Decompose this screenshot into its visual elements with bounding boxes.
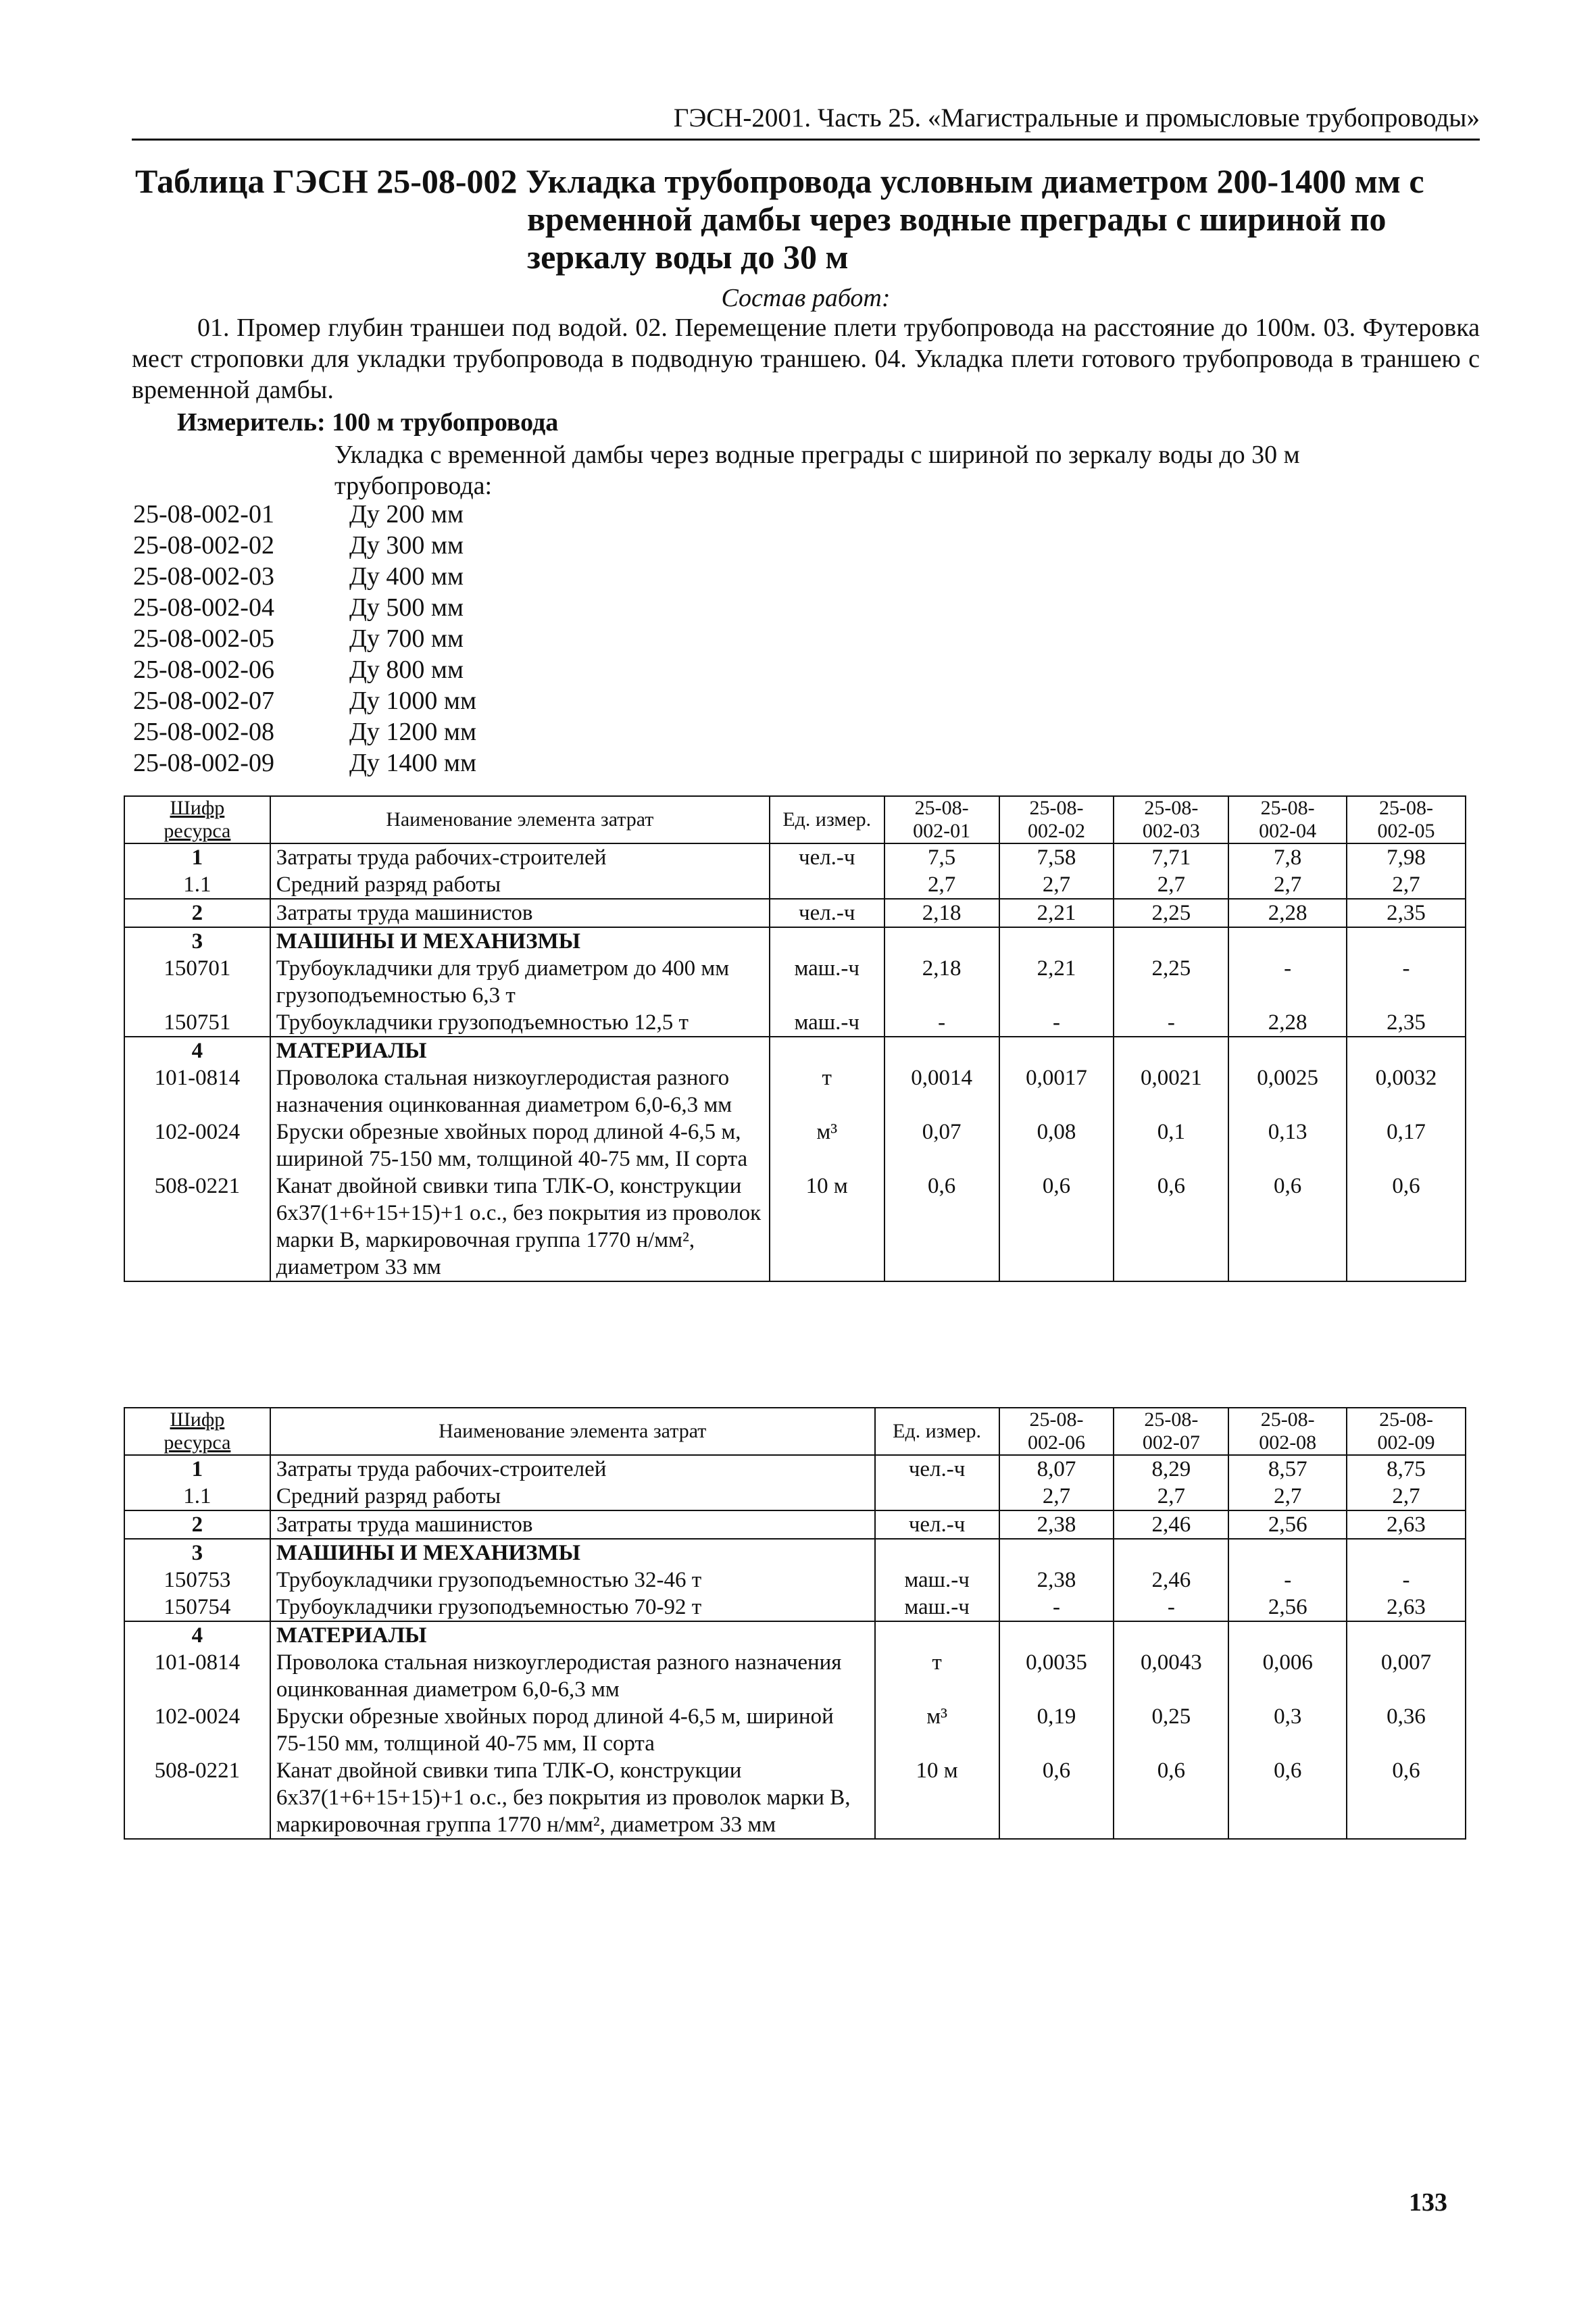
- code-list-item: [133, 592, 741, 623]
- codes-intro: Укладка с временной дамбы через водные преграды с шириной по зеркалу воды до 30 м трубопровода:: [334, 441, 1300, 500]
- resource-code: 508-0221: [124, 1173, 270, 1281]
- resource-value: 0,0014: [884, 1064, 999, 1118]
- header-norm-code-line-1: 25-08-: [1144, 1408, 1199, 1431]
- resource-value: 8,29: [1114, 1455, 1228, 1483]
- resource-value: 0,0017: [999, 1064, 1114, 1118]
- resource-code: 150701: [124, 955, 270, 1009]
- header-norm-code-line-1: 25-08-: [1379, 1408, 1434, 1431]
- header-norm-code-line-1: 25-08-: [1029, 1408, 1084, 1431]
- resource-code: 508-0221: [124, 1757, 270, 1839]
- resource-value: 2,21: [999, 955, 1114, 1009]
- header-norm-code-line-1: 25-08-: [1379, 797, 1434, 819]
- header-norm-code-line-2: 002-03: [1142, 820, 1200, 842]
- header-unit: Ед. измер.: [770, 796, 884, 843]
- resource-name: Затраты труда машинистов: [270, 1510, 875, 1539]
- header-norm-code-line-2: 002-02: [1027, 820, 1085, 842]
- resource-value: 0,0032: [1347, 1064, 1466, 1118]
- header-norm-code-line-2: 002-09: [1377, 1431, 1435, 1454]
- table-row: [124, 1455, 1466, 1483]
- header-name: Наименование элемента затрат: [270, 796, 770, 843]
- header-norm-code: [1114, 796, 1228, 843]
- resource-unit: маш.-ч: [875, 1594, 999, 1621]
- resource-value: 7,71: [1114, 843, 1228, 871]
- code-list-item: [133, 747, 741, 779]
- resource-value: 2,25: [1114, 955, 1228, 1009]
- table-row: [124, 1539, 1466, 1567]
- resource-name: Затраты труда рабочих-строителей: [270, 1455, 875, 1483]
- header-norm-code: [884, 796, 999, 843]
- resource-value: 0,0025: [1228, 1064, 1347, 1118]
- resource-value: [999, 1621, 1114, 1649]
- header-row: [124, 796, 1466, 843]
- table-title: [135, 162, 1480, 276]
- header-norm-code: [1114, 1408, 1228, 1455]
- resource-value: 2,56: [1228, 1594, 1347, 1621]
- resource-value: 8,57: [1228, 1455, 1347, 1483]
- resource-value: [1347, 1539, 1466, 1567]
- code-description: Ду 500 мм: [349, 593, 464, 622]
- header-norm-code-line-2: 002-07: [1142, 1431, 1200, 1454]
- resource-unit: чел.-ч: [770, 899, 884, 927]
- resource-value: [884, 927, 999, 955]
- header-name: Наименование элемента затрат: [270, 1408, 875, 1455]
- resource-value: [1347, 1037, 1466, 1064]
- table-row: [124, 1118, 1466, 1173]
- resource-unit: маш.-ч: [875, 1567, 999, 1594]
- header-row: [124, 1408, 1466, 1455]
- code-list-item: [133, 716, 741, 747]
- measure-unit: Измеритель: 100 м трубопровода: [177, 408, 559, 437]
- resource-name: Затраты труда рабочих-строителей: [270, 843, 770, 871]
- table-row: [124, 1173, 1466, 1281]
- resource-value: 2,21: [999, 899, 1114, 927]
- resource-value: 2,7: [1114, 1483, 1228, 1510]
- resource-value: 2,38: [999, 1567, 1114, 1594]
- resource-code: 3: [124, 1539, 270, 1567]
- resource-value: 0,006: [1228, 1649, 1347, 1703]
- resource-name: МАШИНЫ И МЕХАНИЗМЫ: [270, 1539, 875, 1567]
- resource-value: 7,5: [884, 843, 999, 871]
- resource-name: Трубоукладчики грузоподъемностью 70-92 т: [270, 1594, 875, 1621]
- code-number: 25-08-002-05: [133, 624, 274, 653]
- code-list-item: [133, 654, 741, 685]
- resource-code: 150754: [124, 1594, 270, 1621]
- resource-value: [999, 1539, 1114, 1567]
- resource-value: 0,17: [1347, 1118, 1466, 1173]
- header-norm-code: [999, 796, 1114, 843]
- resource-name: МАШИНЫ И МЕХАНИЗМЫ: [270, 927, 770, 955]
- code-list: [133, 499, 741, 779]
- code-description: Ду 200 мм: [349, 500, 464, 528]
- resource-value: [1114, 1037, 1228, 1064]
- resource-value: -: [999, 1594, 1114, 1621]
- table-row: [124, 927, 1466, 955]
- table-row: [124, 899, 1466, 927]
- resource-value: -: [1228, 1567, 1347, 1594]
- table-row: [124, 843, 1466, 871]
- resource-name: Бруски обрезные хвойных пород длиной 4-6,5 м, шириной 75-150 мм, толщиной 40-75 мм, II сорта: [270, 1118, 770, 1173]
- code-number: 25-08-002-06: [133, 656, 274, 684]
- code-number: 25-08-002-01: [133, 500, 274, 528]
- resource-value: 7,98: [1347, 843, 1466, 871]
- code-description: Ду 400 мм: [349, 562, 464, 591]
- resource-unit: чел.-ч: [770, 843, 884, 871]
- header-norm-code-line-1: 25-08-: [914, 797, 969, 819]
- resource-value: 0,007: [1347, 1649, 1466, 1703]
- resource-value: 2,18: [884, 955, 999, 1009]
- table-row: [124, 1510, 1466, 1539]
- resource-value: 0,6: [884, 1173, 999, 1281]
- resource-value: [1114, 927, 1228, 955]
- table-row: [124, 1037, 1466, 1064]
- resource-name: Трубоукладчики для труб диаметром до 400 мм грузоподъемностью 6,3 т: [270, 955, 770, 1009]
- title-line-1: Укладка трубопровода условным диаметром 200-1400 мм с: [526, 162, 1424, 200]
- header-norm-code: [1228, 796, 1347, 843]
- code-number: 25-08-002-02: [133, 531, 274, 560]
- resource-unit: 10 м: [875, 1757, 999, 1839]
- resource-value: 0,25: [1114, 1703, 1228, 1757]
- title-line-2: временной дамбы через водные преграды с шириной по: [527, 200, 1387, 238]
- resource-value: [1228, 1539, 1347, 1567]
- resource-code: 2: [124, 899, 270, 927]
- resource-value: 0,08: [999, 1118, 1114, 1173]
- resource-unit: 10 м: [770, 1173, 884, 1281]
- code-number: 25-08-002-08: [133, 718, 274, 746]
- title-line-3: зеркалу воды до 30 м: [527, 238, 849, 276]
- code-description: Ду 1200 мм: [349, 718, 477, 746]
- resource-code: 1: [124, 843, 270, 871]
- resource-name: Средний разряд работы: [270, 1483, 875, 1510]
- resource-value: 0,0035: [999, 1649, 1114, 1703]
- resource-code: 150753: [124, 1567, 270, 1594]
- code-list-item: [133, 623, 741, 654]
- resource-value: 2,63: [1347, 1594, 1466, 1621]
- resource-unit: чел.-ч: [875, 1455, 999, 1483]
- resource-value: 2,46: [1114, 1510, 1228, 1539]
- resource-value: 2,35: [1347, 899, 1466, 927]
- resource-value: -: [1228, 955, 1347, 1009]
- resource-unit: [875, 1483, 999, 1510]
- resource-value: 2,56: [1228, 1510, 1347, 1539]
- resource-value: 0,07: [884, 1118, 999, 1173]
- resource-value: -: [1114, 1009, 1228, 1037]
- code-description: Ду 1000 мм: [349, 687, 477, 715]
- code-list-item: [133, 561, 741, 592]
- work-composition-text: 01. Промер глубин траншеи под водой. 02. Перемещение плети трубопровода на расстояние до 100м. 03. Футеровка мест строповки для укладки трубопровода в подводную траншею. 04. Укладка плети готового трубопровода в траншею с временной дамбы.: [132, 314, 1480, 404]
- resource-value: -: [999, 1009, 1114, 1037]
- resource-name: МАТЕРИАЛЫ: [270, 1621, 875, 1649]
- resource-unit: [875, 1539, 999, 1567]
- resource-code: 101-0814: [124, 1649, 270, 1703]
- header-norm-code-line-1: 25-08-: [1260, 1408, 1315, 1431]
- table-row: [124, 1757, 1466, 1839]
- header-norm-code: [1347, 796, 1466, 843]
- resource-name: Канат двойной свивки типа ТЛК-О, конструкции 6х37(1+6+15+15)+1 о.с., без покрытия из проволок марки В, маркировочная группа 1770 н/мм², диаметром 33 мм: [270, 1757, 875, 1839]
- resource-value: 2,7: [1228, 871, 1347, 899]
- table-row: [124, 1649, 1466, 1703]
- code-list-item: [133, 530, 741, 561]
- table-row: [124, 1594, 1466, 1621]
- table-row: [124, 1064, 1466, 1118]
- resource-name: Проволока стальная низкоуглеродистая разного назначения оцинкованная диаметром 6,0-6,3 мм: [270, 1649, 875, 1703]
- resource-value: 0,6: [999, 1173, 1114, 1281]
- header-code-line-2: ресурса: [164, 1431, 231, 1454]
- work-composition-heading: Состав работ:: [721, 284, 891, 312]
- header-code: [124, 1408, 270, 1455]
- resource-unit: чел.-ч: [875, 1510, 999, 1539]
- resource-name: Трубоукладчики грузоподъемностью 12,5 т: [270, 1009, 770, 1037]
- header-norm-code: [1347, 1408, 1466, 1455]
- resource-value: 0,3: [1228, 1703, 1347, 1757]
- resource-value: [1228, 1621, 1347, 1649]
- resource-table-2: [124, 1407, 1466, 1840]
- resource-value: 0,13: [1228, 1118, 1347, 1173]
- header-code: [124, 796, 270, 843]
- resource-code: 1.1: [124, 871, 270, 899]
- resource-code: 2: [124, 1510, 270, 1539]
- resource-value: 2,25: [1114, 899, 1228, 927]
- resource-value: 2,7: [884, 871, 999, 899]
- resource-code: 1.1: [124, 1483, 270, 1510]
- code-number: 25-08-002-03: [133, 562, 274, 591]
- header-norm-code-line-2: 002-05: [1377, 820, 1435, 842]
- resource-value: 0,36: [1347, 1703, 1466, 1757]
- resource-code: 1: [124, 1455, 270, 1483]
- resource-value: [999, 1037, 1114, 1064]
- resource-value: [1228, 1037, 1347, 1064]
- resource-value: 2,7: [1347, 1483, 1466, 1510]
- resource-unit: т: [875, 1649, 999, 1703]
- resource-value: 0,6: [1228, 1757, 1347, 1839]
- resource-value: 2,28: [1228, 899, 1347, 927]
- resource-value: 2,18: [884, 899, 999, 927]
- resource-unit: [770, 1037, 884, 1064]
- resource-unit: маш.-ч: [770, 1009, 884, 1037]
- code-description: Ду 300 мм: [349, 531, 464, 560]
- resource-name: Трубоукладчики грузоподъемностью 32-46 т: [270, 1567, 875, 1594]
- resource-code: 4: [124, 1037, 270, 1064]
- header-norm-code: [1228, 1408, 1347, 1455]
- resource-unit: [770, 871, 884, 899]
- header-rule: [132, 139, 1480, 141]
- resource-name: Затраты труда машинистов: [270, 899, 770, 927]
- resource-value: 2,46: [1114, 1567, 1228, 1594]
- code-number: 25-08-002-07: [133, 687, 274, 715]
- resource-value: -: [1114, 1594, 1228, 1621]
- table-row: [124, 1009, 1466, 1037]
- resource-value: 2,7: [999, 1483, 1114, 1510]
- code-description: Ду 1400 мм: [349, 749, 477, 777]
- resource-value: 2,63: [1347, 1510, 1466, 1539]
- resource-value: [1114, 1539, 1228, 1567]
- resource-value: 0,0043: [1114, 1649, 1228, 1703]
- resource-value: 7,8: [1228, 843, 1347, 871]
- resource-value: 0,6: [999, 1757, 1114, 1839]
- resource-code: 4: [124, 1621, 270, 1649]
- resource-code: 101-0814: [124, 1064, 270, 1118]
- page-number: 133: [1409, 2188, 1447, 2217]
- resource-value: 2,38: [999, 1510, 1114, 1539]
- resource-value: 2,7: [1347, 871, 1466, 899]
- code-number: 25-08-002-04: [133, 593, 274, 622]
- table-row: [124, 1703, 1466, 1757]
- resource-value: [1347, 1621, 1466, 1649]
- resource-value: 8,07: [999, 1455, 1114, 1483]
- header-norm-code-line-2: 002-04: [1259, 820, 1317, 842]
- header-norm-code-line-1: 25-08-: [1029, 797, 1084, 819]
- resource-name: Бруски обрезные хвойных пород длиной 4-6,5 м, шириной 75-150 мм, толщиной 40-75 мм, II сорта: [270, 1703, 875, 1757]
- resource-code: 102-0024: [124, 1118, 270, 1173]
- resource-unit: маш.-ч: [770, 955, 884, 1009]
- resource-value: 0,19: [999, 1703, 1114, 1757]
- resource-value: 0,1: [1114, 1118, 1228, 1173]
- code-description: Ду 700 мм: [349, 624, 464, 653]
- table-row: [124, 871, 1466, 899]
- running-header: ГЭСН-2001. Часть 25. «Магистральные и промысловые трубопроводы»: [673, 103, 1480, 132]
- resource-value: [999, 927, 1114, 955]
- header-code-line-2: ресурса: [164, 820, 231, 842]
- header-unit: Ед. измер.: [875, 1408, 999, 1455]
- resource-value: 2,7: [1114, 871, 1228, 899]
- header-norm-code-line-2: 002-01: [913, 820, 971, 842]
- resource-code: 3: [124, 927, 270, 955]
- resource-value: 0,6: [1347, 1173, 1466, 1281]
- header-norm-code-line-2: 002-08: [1259, 1431, 1317, 1454]
- header-norm-code-line-1: 25-08-: [1144, 797, 1199, 819]
- resource-value: 0,6: [1347, 1757, 1466, 1839]
- resource-value: [884, 1037, 999, 1064]
- resource-value: -: [884, 1009, 999, 1037]
- resource-unit: м³: [770, 1118, 884, 1173]
- header-norm-code-line-2: 002-06: [1027, 1431, 1085, 1454]
- resource-unit: м³: [875, 1703, 999, 1757]
- resource-unit: [770, 927, 884, 955]
- header-code-line-1: Шифр: [170, 797, 225, 819]
- resource-code: 150751: [124, 1009, 270, 1037]
- title-prefix: Таблица ГЭСН 25-08-002: [135, 162, 518, 200]
- code-number: 25-08-002-09: [133, 749, 274, 777]
- resource-value: [1114, 1621, 1228, 1649]
- resource-name: МАТЕРИАЛЫ: [270, 1037, 770, 1064]
- table-row: [124, 1483, 1466, 1510]
- table-row: [124, 955, 1466, 1009]
- resource-value: 2,7: [1228, 1483, 1347, 1510]
- resource-value: 8,75: [1347, 1455, 1466, 1483]
- resource-value: -: [1347, 955, 1466, 1009]
- resource-unit: [875, 1621, 999, 1649]
- resource-value: 0,6: [1228, 1173, 1347, 1281]
- resource-unit: т: [770, 1064, 884, 1118]
- resource-value: 2,7: [999, 871, 1114, 899]
- resource-value: -: [1347, 1567, 1466, 1594]
- resource-value: [1347, 927, 1466, 955]
- table-row: [124, 1567, 1466, 1594]
- table-row: [124, 1621, 1466, 1649]
- resource-name: Средний разряд работы: [270, 871, 770, 899]
- header-code-line-1: Шифр: [170, 1408, 225, 1431]
- code-list-item: [133, 499, 741, 530]
- code-description: Ду 800 мм: [349, 656, 464, 684]
- code-list-item: [133, 685, 741, 716]
- resource-value: 2,35: [1347, 1009, 1466, 1037]
- resource-value: 2,28: [1228, 1009, 1347, 1037]
- resource-value: 7,58: [999, 843, 1114, 871]
- resource-code: 102-0024: [124, 1703, 270, 1757]
- resource-value: [1228, 927, 1347, 955]
- resource-value: 0,0021: [1114, 1064, 1228, 1118]
- resource-value: 0,6: [1114, 1173, 1228, 1281]
- header-norm-code-line-1: 25-08-: [1260, 797, 1315, 819]
- resource-name: Проволока стальная низкоуглеродистая разного назначения оцинкованная диаметром 6,0-6,3 мм: [270, 1064, 770, 1118]
- resource-table-1: [124, 795, 1466, 1282]
- resource-name: Канат двойной свивки типа ТЛК-О, конструкции 6х37(1+6+15+15)+1 о.с., без покрытия из проволок марки В, маркировочная группа 1770 н/мм², диаметром 33 мм: [270, 1173, 770, 1281]
- header-norm-code: [999, 1408, 1114, 1455]
- resource-value: 0,6: [1114, 1757, 1228, 1839]
